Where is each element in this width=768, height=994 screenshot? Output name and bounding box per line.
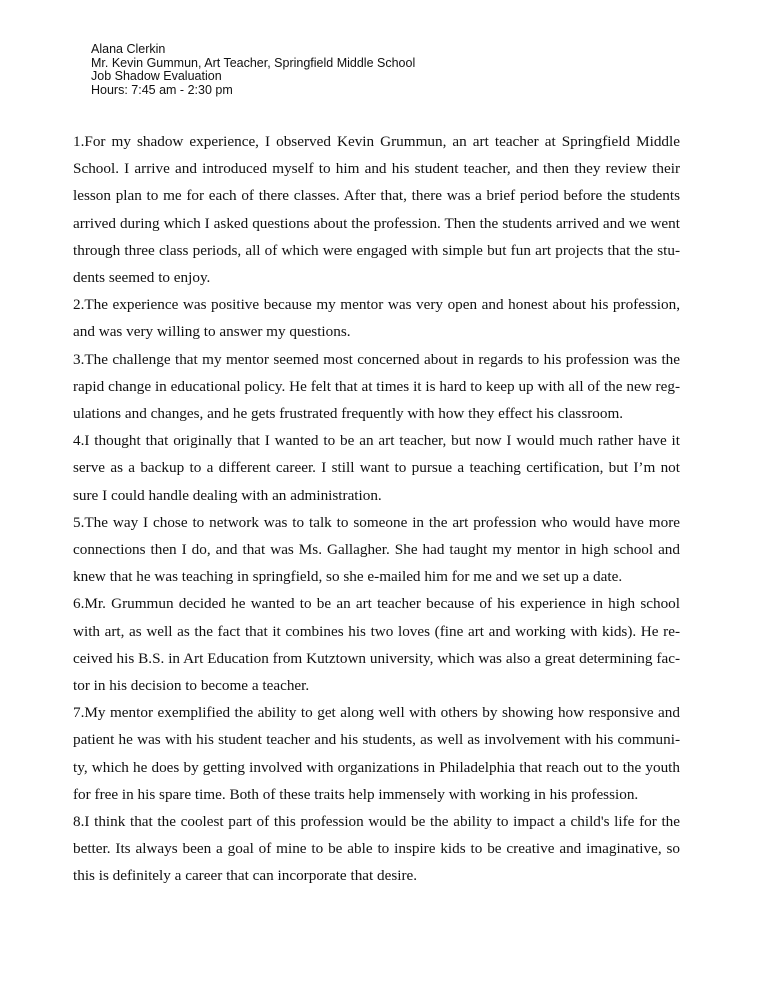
paragraph-5: 5.The way I chose to network was to talk to someone in the art profession who would have more connections then I do, and that was Ms. Gallagher. She had taught my mentor in high school and knew that he was teaching in springfield, so she e-mailed him for me and we set up a date. — [73, 513, 680, 586]
paragraph-7: 7.My mentor exemplified the ability to get along well with others by showing how responsive and patient he was with his student teacher and his students, as well as involvement with his community, which he does by getting involved with organizations in Philadelphia that reach out to the youth for free in his spare time. Both of these traits help immensely with working in his profession. — [73, 704, 680, 803]
document-header — [91, 43, 415, 97]
mentor-line: Mr. Kevin Gummun, Art Teacher, Springfield Middle School — [91, 55, 416, 70]
paragraph-6: 6.Mr. Grummun decided he wanted to be an art teacher because of his experience in high school with art, as well as the fact that it combines his two loves (fine art and working with kids). He received his B.S. in Art Education from Kutztown university, which was also a great determining factor in his decision to become a teacher. — [73, 595, 680, 695]
author-name: Alana Clerkin — [91, 42, 166, 56]
document-title: Job Shadow Evaluation — [91, 69, 222, 83]
hours-line: Hours: 7:45 am - 2:30 pm — [91, 82, 233, 97]
paragraph-8: 8.I think that the coolest part of this profession would be the ability to impact a child's life for the better. Its always been a goal of mine to be able to inspire kids to be creative and imaginative, so this is definitely a career that can incorporate that desire. — [73, 813, 680, 885]
paragraph-1: 1.For my shadow experience, I observed Kevin Grummun, an art teacher at Springfield Middle School. I arrive and introduced myself to him and his student teacher, and then they review their lesson plan to me for each of there classes. After that, there was a brief period before the students arrived during which I asked questions about the profession. Then the students arrived and we went through three class periods, all of which were engaged with simple but fun art projects that the students seemed to enjoy. — [73, 133, 680, 287]
paragraph-4: 4.I thought that originally that I wanted to be an art teacher, but now I would much rather have it serve as a backup to a different career. I still want to pursue a teaching certification, but I’m not sure I could handle dealing with an administration. — [73, 432, 680, 504]
document-body — [73, 128, 680, 890]
paragraph-3: 3.The challenge that my mentor seemed most concerned about in regards to his profession was the rapid change in educational policy. He felt that at times it is hard to keep up with all of the new regulations and changes, and he gets frustrated frequently with how they effect his classroom. — [73, 350, 680, 423]
paragraph-2: 2.The experience was positive because my mentor was very open and honest about his profession, and was very willing to answer my questions. — [73, 296, 680, 341]
